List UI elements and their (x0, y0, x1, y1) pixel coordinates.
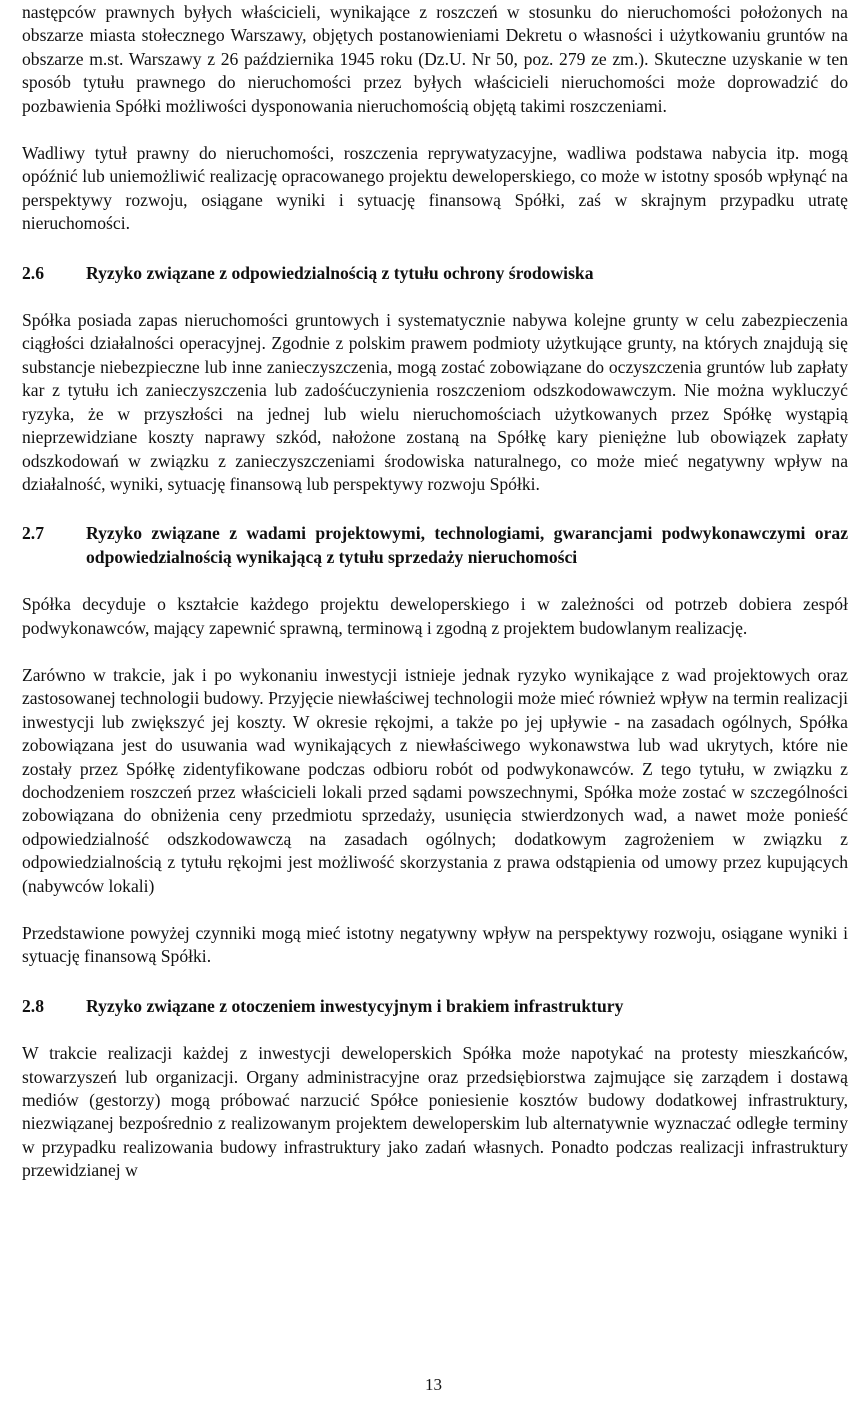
section-title: Ryzyko związane z odpowiedzialnością z tytułu ochrony środowiska (86, 262, 594, 283)
paragraph: Przedstawione powyżej czynniki mogą mieć istotny negatywny wpływ na perspektywy rozwoju, osiągane wyniki i sytuację finansową Spółki. (22, 923, 848, 967)
document-page (22, 0, 848, 1183)
section-title: Ryzyko związane z otoczeniem inwestycyjnym i brakiem infrastruktury (86, 995, 624, 1016)
section-heading (22, 262, 848, 285)
paragraph: Wadliwy tytuł prawny do nieruchomości, roszczenia reprywatyzacyjne, wadliwa podstawa nabycia itp. mogą opóźnić lub uniemożliwić realizację opracowanego projektu deweloperskiego, co może w istotny sposób wpłynąć na perspektywy rozwoju, osiągane wyniki i sytuację finansową Spółki, zaś w skrajnym przypadku utratę nieruchomości. (22, 143, 848, 234)
section-heading (22, 522, 848, 569)
paragraph: W trakcie realizacji każdej z inwestycji deweloperskich Spółka może napotykać na protesty mieszkańców, stowarzyszeń lub organizacji. Organy administracyjne oraz przedsiębiorstwa zajmujące się zarządem i dostawą mediów (gestorzy) mogą próbować narzucić Spółce poniesienie kosztów budowy dodatkowej infrastruktury, niezwiązanej bezpośrednio z realizowanym projektem deweloperskim lub alternatywnie wyznaczać odległe terminy w przypadku realizowania budowy infrastruktury jako zadań własnych. Ponadto podczas realizacji infrastruktury przewidzianej w (22, 1043, 848, 1181)
paragraph: następców prawnych byłych właścicieli, wynikające z roszczeń w stosunku do nieruchomości położonych na obszarze miasta stołecznego Warszawy, objętych postanowieniami Dekretu o własności i użytkowaniu gruntów na obszarze m.st. Warszawy z 26 października 1945 roku (Dz.U. Nr 50, poz. 279 ze zm.). Skuteczne uzyskanie w ten sposób tytułu prawnego do nieruchomości przez byłych właścicieli nieruchomości może doprowadzić do pozbawienia Spółki możliwości dysponowania nieruchomością objętą takimi roszczeniami. (22, 2, 848, 116)
section-title: Ryzyko związane z wadami projektowymi, technologiami, gwarancjami podwykonawczymi oraz odpowiedzialnością wynikającą z tytułu sprzedaży nieruchomości (86, 523, 848, 567)
page-number: 13 (425, 1375, 442, 1394)
section-number: 2.8 (22, 995, 44, 1016)
paragraph: Zarówno w trakcie, jak i po wykonaniu inwestycji istnieje jednak ryzyko wynikające z wad projektowych oraz zastosowanej technologii budowy. Przyjęcie niewłaściwej technologii może mieć również wpływ na termin realizacji inwestycji lub zwiększyć jej koszty. W okresie rękojmi, a także po jej upływie - na zasadach ogólnych, Spółka zobowiązana jest do usuwania wad wynikających z niewłaściwego wykonawstwa lub wad ukrytych, które nie zostały przez Spółkę zidentyfikowane podczas odbioru robót od podwykonawców. Z tego tytułu, w związku z dochodzeniem roszczeń przez właścicieli lokali przed sądami powszechnymi, Spółka może zostać w szczególności zobowiązana do obniżenia ceny przedmiotu sprzedaży, usunięcia stwierdzonych wad, a nawet może ponieść odpowiedzialność odszkodowawczą na zasadach ogólnych; dodatkowym zagrożeniem w związku z odpowiedzialnością z tytułu rękojmi jest możliwość skorzystania z prawa odstąpienia od umowy przez kupujących (nabywców lokali) (22, 664, 848, 896)
paragraph: Spółka decyduje o kształcie każdego projektu deweloperskiego i w zależności od potrzeb dobiera zespół podwykonawców, mający zapewnić sprawną, terminową i zgodną z projektem budowlanym realizację. (22, 594, 848, 638)
section-heading (22, 995, 848, 1018)
section-number: 2.7 (22, 523, 44, 544)
paragraph: Spółka posiada zapas nieruchomości gruntowych i systematycznie nabywa kolejne grunty w celu zabezpieczenia ciągłości działalności operacyjnej. Zgodnie z polskim prawem podmioty użytkujące grunty, na których znajdują się substancje niebezpieczne lub inne zanieczyszczenia, mogą zostać zobowiązane do oczyszczenia gruntów lub zapłaty kar z tytułu ich zanieczyszczenia lub zadośćuczynienia roszczeniom odszkodowawczym. Nie można wykluczyć ryzyka, że w przyszłości na jednej lub wielu nieruchomościach użytkowanych przez Spółkę wystąpią nieprzewidziane koszty naprawy szkód, nałożone zostaną na Spółkę kary pieniężne lub obowiązek zapłaty odszkodowań w związku z zanieczyszczeniami środowiska naturalnego, co może mieć negatywny wpływ na działalność, wyniki, sytuację finansową lub perspektywy rozwoju Spółki. (22, 310, 848, 494)
section-number: 2.6 (22, 262, 44, 283)
